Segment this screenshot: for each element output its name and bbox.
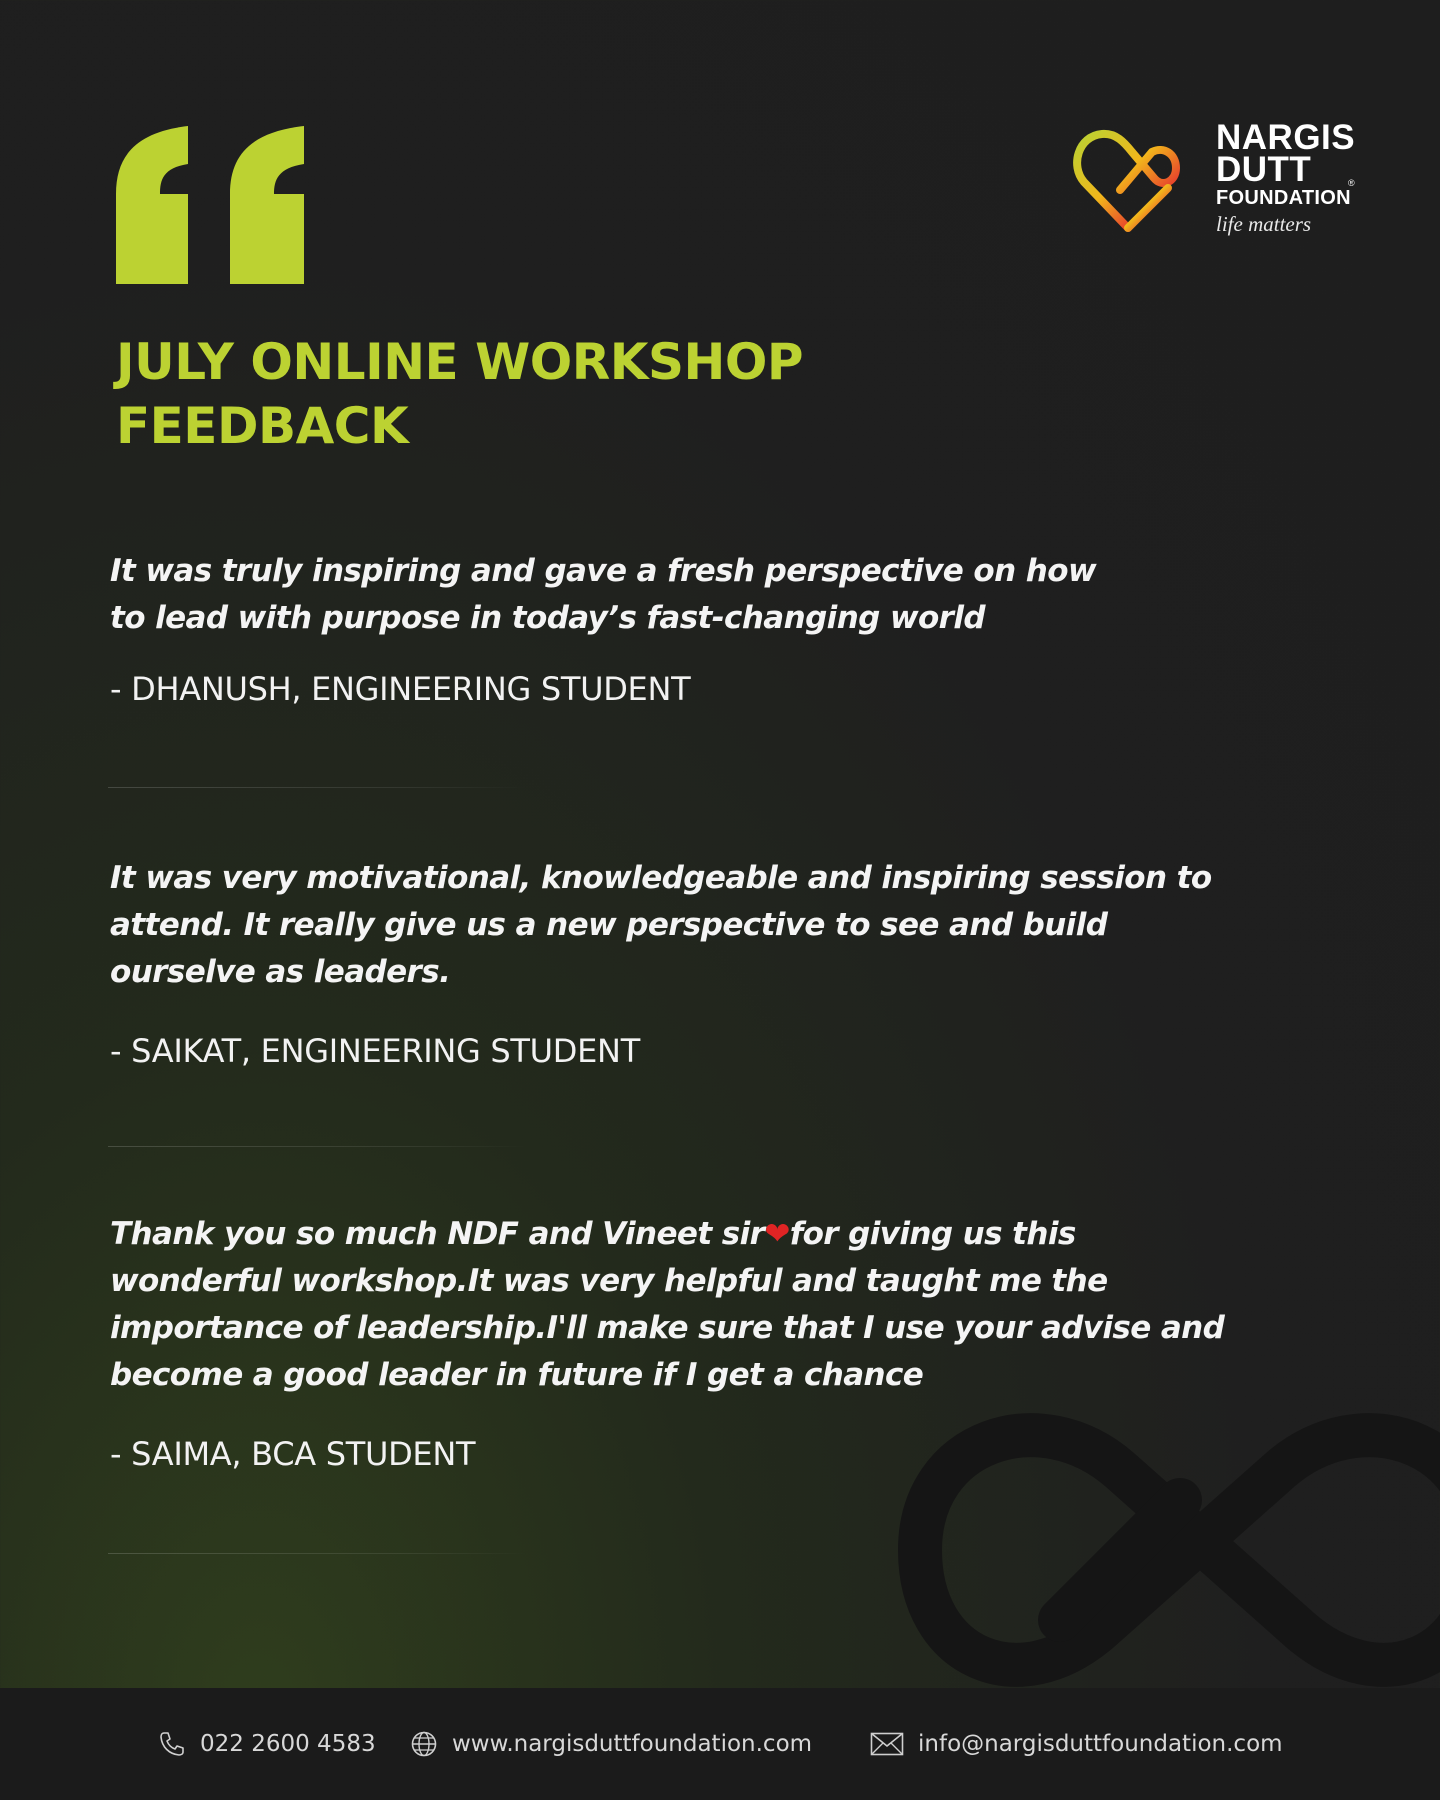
logo-text-nargis: NARGIS [1216,118,1356,157]
logo-text-dutt: DUTT [1216,150,1312,189]
quote-line: attend. It really give us a new perspective to see and build [110,907,1108,943]
testimonial-card [110,855,1270,1070]
phone-icon [158,1730,186,1758]
heart-infinity-logo-icon [1072,124,1184,234]
logo-tagline: life matters [1216,212,1312,236]
quote-text: Thank you so much NDF and Vineet sir [110,1216,765,1252]
divider [108,1146,528,1147]
quote-line: It was truly inspiring and gave a fresh perspective on how [110,553,1096,589]
phone-number: 022 2600 4583 [200,1731,376,1757]
testimonial-author: - SAIMA, BCA STUDENT [110,1435,476,1473]
website-url: www.nargisduttfoundation.com [452,1731,813,1757]
testimonial-quote [110,548,1270,642]
heart-emoji-icon: ❤ [764,1216,790,1252]
divider [108,1553,528,1554]
quote-line [110,1211,1270,1258]
footer-phone[interactable] [158,1726,376,1762]
brand-logo [1072,118,1372,242]
quote-mark-icon [108,124,318,284]
page-title [116,330,1016,458]
logo-text-foundation: FOUNDATION [1216,187,1351,209]
testimonial-quote [110,855,1270,996]
quote-text: for giving us this [789,1216,1076,1252]
testimonial-author: - DHANUSH, ENGINEERING STUDENT [110,670,691,708]
quote-line: wonderful workshop.It was very helpful and taught me the [110,1263,1108,1299]
quote-line: importance of leadership.I'll make sure that I use your advise and [110,1310,1225,1346]
registered-mark: ® [1348,178,1355,188]
testimonial-card [110,548,1270,708]
mail-icon [870,1731,904,1757]
footer-email[interactable] [870,1726,1283,1762]
quote-line: ourselve as leaders. [110,954,451,990]
title-line-2: FEEDBACK [116,397,409,455]
quote-line: become a good leader in future if I get a chance [110,1357,924,1393]
quote-line: to lead with purpose in today’s fast-changing world [110,600,985,636]
testimonial-card [110,1211,1270,1473]
title-line-1: JULY ONLINE WORKSHOP [116,333,804,391]
globe-icon [410,1730,438,1758]
footer-website[interactable] [410,1726,812,1762]
testimonial-quote [110,1211,1270,1399]
email-address: info@nargisduttfoundation.com [918,1731,1283,1757]
footer-bar [0,1688,1440,1800]
testimonial-author: - SAIKAT, ENGINEERING STUDENT [110,1032,640,1070]
quote-line: It was very motivational, knowledgeable and inspiring session to [110,860,1212,896]
divider [108,787,528,788]
